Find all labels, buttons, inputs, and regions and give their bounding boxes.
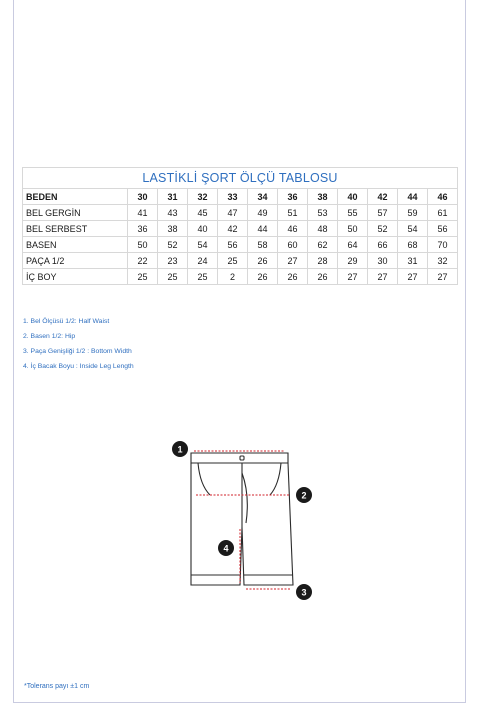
value-cell: 48 [308,221,338,237]
shorts-outline [191,453,293,585]
value-cell: 54 [188,237,218,253]
size-cell: 36 [278,189,308,205]
row-label: İÇ BOY [23,269,128,285]
svg-text:3: 3 [301,587,307,598]
value-cell: 47 [218,205,248,221]
size-cell: 44 [398,189,428,205]
value-cell: 30 [368,253,398,269]
value-cell: 27 [368,269,398,285]
marker-1 [172,441,188,457]
row-label: BEDEN [23,189,128,205]
value-cell: 54 [398,221,428,237]
value-cell: 41 [128,205,158,221]
table-row [23,253,458,269]
table-header-row [23,189,458,205]
table-row [23,221,458,237]
value-cell: 31 [398,253,428,269]
value-cell: 26 [248,269,278,285]
value-cell: 26 [278,269,308,285]
marker-2 [296,487,312,503]
size-cell: 33 [218,189,248,205]
value-cell: 28 [308,253,338,269]
size-cell: 42 [368,189,398,205]
size-chart [22,167,458,285]
table-row [23,205,458,221]
row-label: BEL SERBEST [23,221,128,237]
value-cell: 29 [338,253,368,269]
value-cell: 58 [248,237,278,253]
value-cell: 38 [158,221,188,237]
value-cell: 49 [248,205,278,221]
size-cell: 30 [128,189,158,205]
value-cell: 57 [368,205,398,221]
value-cell: 45 [188,205,218,221]
value-cell: 25 [188,269,218,285]
value-cell: 50 [128,237,158,253]
note-2: 2. Basen 1/2: Hip [23,333,76,340]
size-cell: 32 [188,189,218,205]
value-cell: 2 [218,269,248,285]
value-cell: 56 [428,221,458,237]
value-cell: 36 [128,221,158,237]
value-cell: 44 [248,221,278,237]
value-cell: 52 [368,221,398,237]
value-cell: 25 [128,269,158,285]
size-table [22,188,458,285]
size-cell: 38 [308,189,338,205]
value-cell: 24 [188,253,218,269]
tolerance-note: *Tolerans payı ±1 cm [24,683,90,690]
value-cell: 25 [158,269,188,285]
value-cell: 59 [398,205,428,221]
value-cell: 32 [428,253,458,269]
value-cell: 64 [338,237,368,253]
value-cell: 61 [428,205,458,221]
value-cell: 46 [278,221,308,237]
note-1: 1. Bel Ölçüsü 1/2: Half Waist [23,318,110,325]
row-label: BEL GERGİN [23,205,128,221]
size-chart-title: LASTİKLİ ŞORT ÖLÇÜ TABLOSU [22,167,458,188]
value-cell: 51 [278,205,308,221]
size-cell: 40 [338,189,368,205]
size-cell: 31 [158,189,188,205]
table-row [23,269,458,285]
value-cell: 25 [218,253,248,269]
value-cell: 50 [338,221,368,237]
value-cell: 52 [158,237,188,253]
value-cell: 26 [248,253,278,269]
row-label: PAÇA 1/2 [23,253,128,269]
marker-3 [296,584,312,600]
value-cell: 60 [278,237,308,253]
value-cell: 27 [428,269,458,285]
value-cell: 56 [218,237,248,253]
value-cell: 53 [308,205,338,221]
value-cell: 42 [218,221,248,237]
value-cell: 27 [278,253,308,269]
value-cell: 22 [128,253,158,269]
value-cell: 66 [368,237,398,253]
value-cell: 27 [338,269,368,285]
marker-4 [218,540,234,556]
svg-text:2: 2 [301,490,307,501]
size-cell: 34 [248,189,278,205]
svg-text:4: 4 [223,543,229,554]
value-cell: 26 [308,269,338,285]
value-cell: 70 [428,237,458,253]
value-cell: 62 [308,237,338,253]
shorts-diagram [160,435,320,605]
value-cell: 68 [398,237,428,253]
value-cell: 55 [338,205,368,221]
value-cell: 40 [188,221,218,237]
table-row [23,237,458,253]
measurement-notes [23,318,134,378]
svg-text:1: 1 [177,444,183,455]
value-cell: 43 [158,205,188,221]
size-cell: 46 [428,189,458,205]
note-4: 4. İç Bacak Boyu : Inside Leg Length [23,363,134,370]
note-3: 3. Paça Genişliği 1/2 : Bottom Width [23,348,132,355]
row-label: BASEN [23,237,128,253]
value-cell: 27 [398,269,428,285]
value-cell: 23 [158,253,188,269]
